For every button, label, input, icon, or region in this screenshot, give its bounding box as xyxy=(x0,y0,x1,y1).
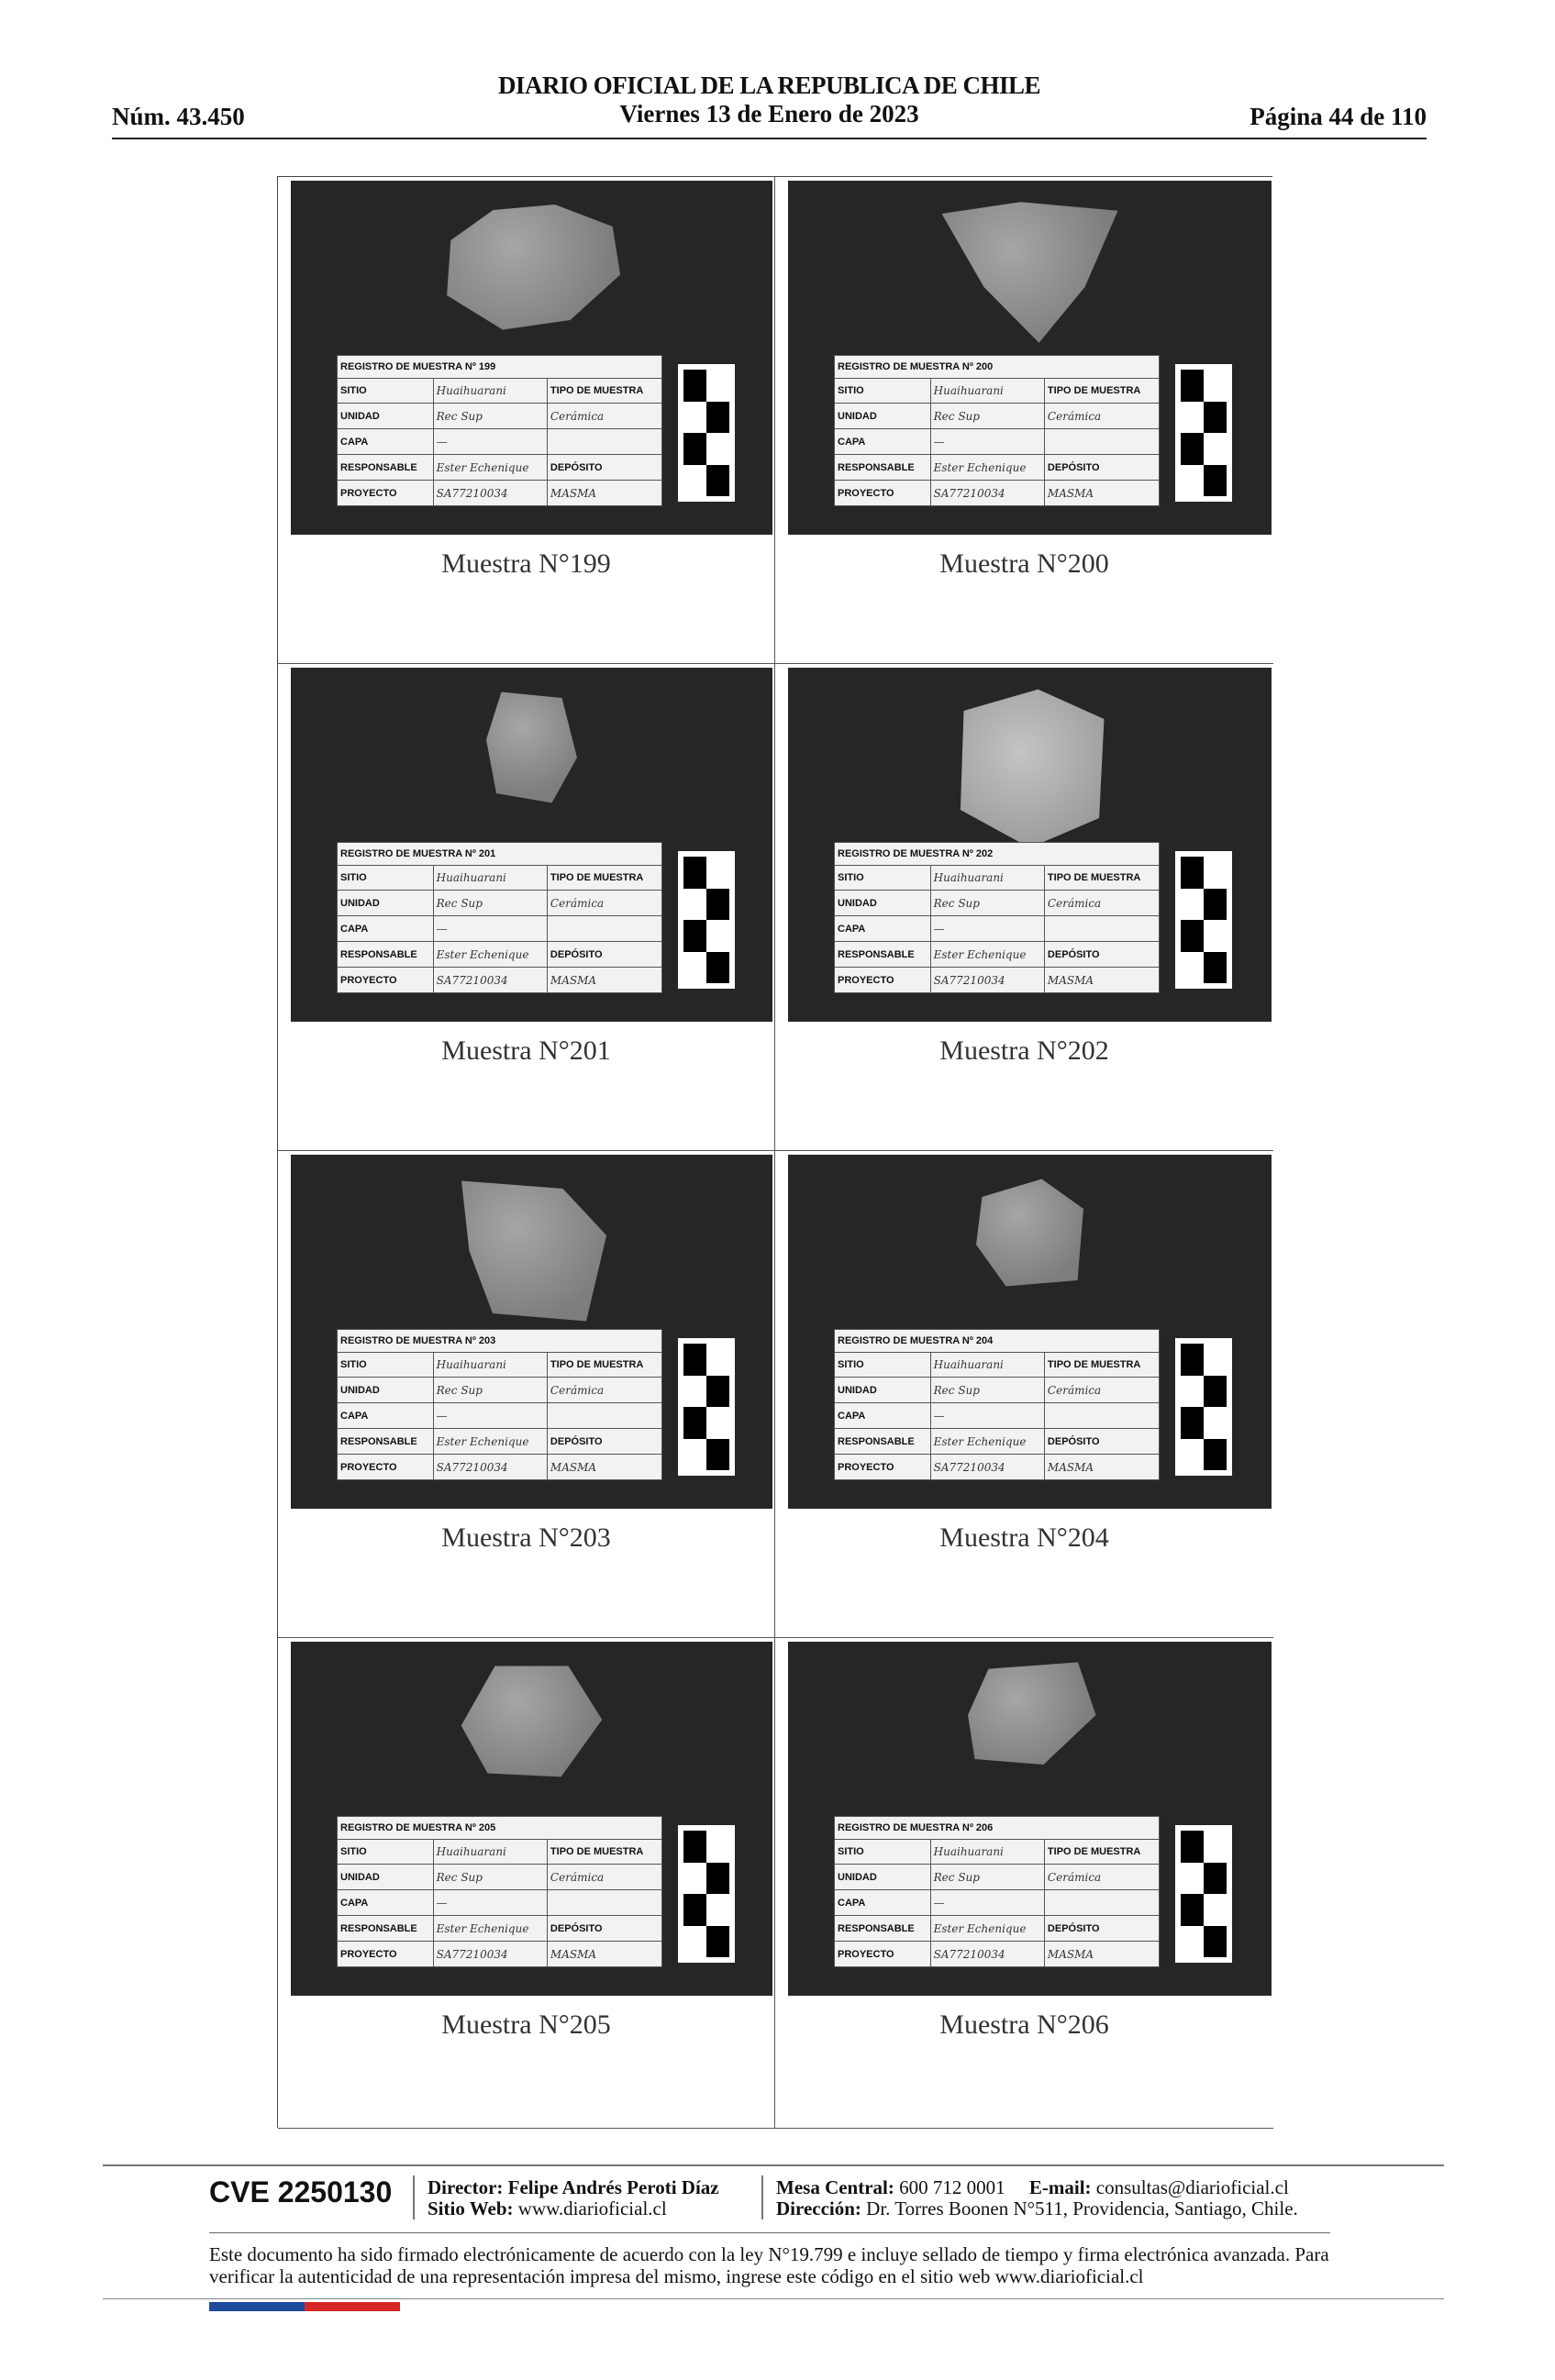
value-sitio: Huaihuarani xyxy=(433,378,547,404)
value-proyecto: SA77210034 xyxy=(433,1942,547,1967)
value-proyecto: SA77210034 xyxy=(930,481,1044,506)
sample-photo xyxy=(291,1642,772,1996)
field-unidad: UNIDAD xyxy=(835,1865,931,1890)
field-sitio: SITIO xyxy=(835,865,931,891)
scale-bar xyxy=(678,364,735,502)
sample-label-card xyxy=(337,1816,662,1967)
registro-number: REGISTRO DE MUESTRA Nº 205 xyxy=(338,1817,662,1840)
field-tipo: TIPO DE MUESTRA xyxy=(1044,1839,1159,1865)
value-responsable: Ester Echenique xyxy=(930,455,1044,481)
field-tipo: TIPO DE MUESTRA xyxy=(1044,1352,1159,1378)
value-sitio: Huaihuarani xyxy=(433,1839,547,1865)
value-tipo: Cerámica xyxy=(547,1378,661,1403)
field-tipo: TIPO DE MUESTRA xyxy=(547,865,661,891)
sample-photo xyxy=(788,181,1272,535)
sample-caption: Muestra N°202 xyxy=(939,1035,1109,1066)
value-capa: — xyxy=(930,1403,1044,1429)
scale-bar xyxy=(678,1338,735,1476)
footer-contact-block xyxy=(776,2177,1298,2219)
value-deposito: MASMA xyxy=(1044,1455,1159,1480)
sample-label-card xyxy=(337,1329,662,1480)
value-tipo: Cerámica xyxy=(547,404,661,429)
value-tipo: Cerámica xyxy=(1044,891,1159,916)
field-deposito: DEPÓSITO xyxy=(547,1429,661,1455)
phone-number: 600 712 0001 xyxy=(899,2176,1005,2198)
field-proyecto: PROYECTO xyxy=(338,1942,434,1967)
field-proyecto: PROYECTO xyxy=(338,481,434,506)
sample-cell xyxy=(775,177,1273,664)
ceramic-fragment xyxy=(948,686,1113,851)
value-capa: — xyxy=(930,1890,1044,1916)
sample-photo xyxy=(788,1642,1272,1996)
ceramic-fragment xyxy=(454,1173,610,1329)
registro-number: REGISTRO DE MUESTRA Nº 199 xyxy=(338,356,662,379)
value-capa: — xyxy=(433,1403,547,1429)
field-tipo: TIPO DE MUESTRA xyxy=(547,1352,661,1378)
address-label: Dirección: xyxy=(776,2197,861,2219)
field-capa: CAPA xyxy=(338,1890,434,1916)
sample-photo xyxy=(788,1155,1272,1509)
field-proyecto: PROYECTO xyxy=(338,1455,434,1480)
value-tipo: Cerámica xyxy=(547,891,661,916)
value-responsable: Ester Echenique xyxy=(433,455,547,481)
field-capa: CAPA xyxy=(835,1403,931,1429)
field-responsable: RESPONSABLE xyxy=(338,1916,434,1942)
field-capa: CAPA xyxy=(338,1403,434,1429)
page-header xyxy=(112,70,1427,139)
field-proyecto: PROYECTO xyxy=(835,1942,931,1967)
publication-date: Viernes 13 de Enero de 2023 xyxy=(619,100,919,127)
value-responsable: Ester Echenique xyxy=(930,942,1044,968)
value-responsable: Ester Echenique xyxy=(433,1916,547,1942)
ceramic-fragment xyxy=(971,1173,1090,1292)
registro-number: REGISTRO DE MUESTRA Nº 202 xyxy=(835,843,1160,866)
value-tipo: Cerámica xyxy=(1044,404,1159,429)
field-responsable: RESPONSABLE xyxy=(338,942,434,968)
field-proyecto: PROYECTO xyxy=(835,481,931,506)
sample-caption: Muestra N°205 xyxy=(441,2009,611,2040)
address-text: Dr. Torres Boonen N°511, Providencia, Santiago, Chile. xyxy=(866,2197,1298,2219)
field-proyecto: PROYECTO xyxy=(835,1455,931,1480)
field-deposito: DEPÓSITO xyxy=(1044,1916,1159,1942)
sample-caption: Muestra N°201 xyxy=(441,1035,611,1066)
footer-divider xyxy=(413,2175,415,2219)
field-tipo: TIPO DE MUESTRA xyxy=(547,378,661,404)
scale-bar xyxy=(678,851,735,989)
header-center xyxy=(112,72,1427,128)
email-label: E-mail: xyxy=(1028,2176,1092,2198)
value-capa: — xyxy=(930,916,1044,942)
flag-stripe-blue xyxy=(209,2302,305,2311)
value-proyecto: SA77210034 xyxy=(433,1455,547,1480)
footer-divider-bottom xyxy=(103,2298,1444,2299)
scale-bar xyxy=(1175,364,1232,502)
field-responsable: RESPONSABLE xyxy=(835,1916,931,1942)
value-capa: — xyxy=(930,429,1044,455)
value-unidad: Rec Sup xyxy=(930,1378,1044,1403)
value-responsable: Ester Echenique xyxy=(930,1429,1044,1455)
field-tipo: TIPO DE MUESTRA xyxy=(547,1839,661,1865)
value-sitio: Huaihuarani xyxy=(433,865,547,891)
phone-label: Mesa Central: xyxy=(776,2176,894,2198)
value-unidad: Rec Sup xyxy=(930,1865,1044,1890)
sample-cell xyxy=(775,1638,1273,2129)
footer-divider-mid xyxy=(209,2232,1330,2233)
field-capa: CAPA xyxy=(338,916,434,942)
field-tipo: TIPO DE MUESTRA xyxy=(1044,865,1159,891)
field-capa: CAPA xyxy=(835,1890,931,1916)
sample-label-card xyxy=(834,1816,1160,1967)
value-unidad: Rec Sup xyxy=(433,891,547,916)
field-unidad: UNIDAD xyxy=(835,1378,931,1403)
sample-caption: Muestra N°203 xyxy=(441,1522,611,1553)
field-deposito: DEPÓSITO xyxy=(1044,942,1159,968)
sample-cell xyxy=(278,664,775,1151)
field-deposito: DEPÓSITO xyxy=(1044,455,1159,481)
field-unidad: UNIDAD xyxy=(338,891,434,916)
publication-title: DIARIO OFICIAL DE LA REPUBLICA DE CHILE xyxy=(497,72,1041,99)
footer-divider-top xyxy=(103,2164,1444,2166)
value-proyecto: SA77210034 xyxy=(930,1942,1044,1967)
value-sitio: Huaihuarani xyxy=(930,1839,1044,1865)
sample-caption: Muestra N°200 xyxy=(939,548,1109,579)
value-sitio: Huaihuarani xyxy=(930,378,1044,404)
registro-number: REGISTRO DE MUESTRA Nº 201 xyxy=(338,843,662,866)
sample-grid xyxy=(277,176,1272,2128)
value-proyecto: SA77210034 xyxy=(433,481,547,506)
sample-label-card xyxy=(834,842,1160,993)
cve-code: CVE 2250130 xyxy=(209,2175,393,2208)
value-unidad: Rec Sup xyxy=(930,404,1044,429)
value-capa: — xyxy=(433,1890,547,1916)
sample-cell xyxy=(278,177,775,664)
issue-number: Núm. 43.450 xyxy=(112,103,245,130)
sample-photo xyxy=(788,668,1272,1022)
value-proyecto: SA77210034 xyxy=(930,968,1044,993)
scale-bar xyxy=(678,1825,735,1963)
value-sitio: Huaihuarani xyxy=(930,1352,1044,1378)
field-capa: CAPA xyxy=(835,429,931,455)
scale-bar xyxy=(1175,1825,1232,1963)
field-sitio: SITIO xyxy=(835,1352,931,1378)
sample-cell xyxy=(278,1151,775,1638)
sample-caption: Muestra N°199 xyxy=(441,548,611,579)
value-deposito: MASMA xyxy=(547,968,661,993)
web-label: Sitio Web: xyxy=(428,2197,514,2219)
field-deposito: DEPÓSITO xyxy=(547,1916,661,1942)
field-unidad: UNIDAD xyxy=(835,891,931,916)
field-sitio: SITIO xyxy=(835,1839,931,1865)
field-sitio: SITIO xyxy=(338,378,434,404)
registro-number: REGISTRO DE MUESTRA Nº 200 xyxy=(835,356,1160,379)
value-unidad: Rec Sup xyxy=(930,891,1044,916)
value-tipo: Cerámica xyxy=(1044,1865,1159,1890)
value-deposito: MASMA xyxy=(547,1455,661,1480)
email-link[interactable]: consultas@diarioficial.cl xyxy=(1095,2176,1289,2198)
sample-cell xyxy=(775,664,1273,1151)
field-deposito: DEPÓSITO xyxy=(547,942,661,968)
footer-director-block xyxy=(428,2177,719,2219)
value-deposito: MASMA xyxy=(547,1942,661,1967)
sample-cell xyxy=(775,1151,1273,1638)
value-sitio: Huaihuarani xyxy=(433,1352,547,1378)
value-deposito: MASMA xyxy=(1044,968,1159,993)
sample-cell xyxy=(278,1638,775,2129)
value-tipo: Cerámica xyxy=(547,1865,661,1890)
field-deposito: DEPÓSITO xyxy=(547,455,661,481)
value-responsable: Ester Echenique xyxy=(930,1916,1044,1942)
ceramic-fragment xyxy=(482,686,583,805)
field-proyecto: PROYECTO xyxy=(338,968,434,993)
value-deposito: MASMA xyxy=(1044,481,1159,506)
flag-stripe-red xyxy=(305,2302,400,2311)
value-unidad: Rec Sup xyxy=(433,1378,547,1403)
field-unidad: UNIDAD xyxy=(338,1378,434,1403)
value-proyecto: SA77210034 xyxy=(433,968,547,993)
value-unidad: Rec Sup xyxy=(433,404,547,429)
sample-label-card xyxy=(834,1329,1160,1480)
field-responsable: RESPONSABLE xyxy=(338,455,434,481)
field-unidad: UNIDAD xyxy=(835,404,931,429)
sample-photo xyxy=(291,668,772,1022)
sample-photo xyxy=(291,181,772,535)
sample-caption: Muestra N°204 xyxy=(939,1522,1109,1553)
sample-label-card xyxy=(337,842,662,993)
value-responsable: Ester Echenique xyxy=(433,942,547,968)
field-deposito: DEPÓSITO xyxy=(1044,1429,1159,1455)
sample-label-card xyxy=(834,355,1160,506)
scale-bar xyxy=(1175,1338,1232,1476)
registro-number: REGISTRO DE MUESTRA Nº 203 xyxy=(338,1330,662,1353)
value-responsable: Ester Echenique xyxy=(433,1429,547,1455)
scale-bar xyxy=(1175,851,1232,989)
value-capa: — xyxy=(433,916,547,942)
field-responsable: RESPONSABLE xyxy=(835,455,931,481)
sample-caption: Muestra N°206 xyxy=(939,2009,1109,2040)
field-capa: CAPA xyxy=(338,429,434,455)
ceramic-fragment xyxy=(459,1660,605,1779)
field-tipo: TIPO DE MUESTRA xyxy=(1044,378,1159,404)
value-deposito: MASMA xyxy=(1044,1942,1159,1967)
footer-divider xyxy=(761,2175,763,2219)
value-deposito: MASMA xyxy=(547,481,661,506)
field-responsable: RESPONSABLE xyxy=(835,942,931,968)
ceramic-fragment xyxy=(939,199,1122,346)
ceramic-fragment xyxy=(961,1660,1099,1770)
ceramic-fragment xyxy=(436,199,628,337)
field-sitio: SITIO xyxy=(338,865,434,891)
value-proyecto: SA77210034 xyxy=(930,1455,1044,1480)
field-sitio: SITIO xyxy=(338,1839,434,1865)
field-responsable: RESPONSABLE xyxy=(835,1429,931,1455)
director-name: Felipe Andrés Peroti Díaz xyxy=(507,2176,719,2198)
sample-photo xyxy=(291,1155,772,1509)
director-label: Director: xyxy=(428,2176,504,2198)
field-responsable: RESPONSABLE xyxy=(338,1429,434,1455)
value-unidad: Rec Sup xyxy=(433,1865,547,1890)
field-unidad: UNIDAD xyxy=(338,404,434,429)
sample-label-card xyxy=(337,355,662,506)
signature-note: Este documento ha sido firmado electrónicamente de acuerdo con la ley N°19.799 e incluye sellado de tiempo y firma electrónica avanzada. Para verificar la autenticidad de una representación impresa del mismo, ingrese este código en el sitio web www.diarioficial.cl xyxy=(209,2243,1329,2287)
field-proyecto: PROYECTO xyxy=(835,968,931,993)
field-capa: CAPA xyxy=(835,916,931,942)
page-number: Página 44 de 110 xyxy=(1250,103,1427,130)
registro-number: REGISTRO DE MUESTRA Nº 204 xyxy=(835,1330,1160,1353)
field-sitio: SITIO xyxy=(338,1352,434,1378)
field-unidad: UNIDAD xyxy=(338,1865,434,1890)
registro-number: REGISTRO DE MUESTRA Nº 206 xyxy=(835,1817,1160,1840)
value-capa: — xyxy=(433,429,547,455)
value-sitio: Huaihuarani xyxy=(930,865,1044,891)
value-tipo: Cerámica xyxy=(1044,1378,1159,1403)
field-sitio: SITIO xyxy=(835,378,931,404)
web-link[interactable]: www.diarioficial.cl xyxy=(517,2197,667,2219)
